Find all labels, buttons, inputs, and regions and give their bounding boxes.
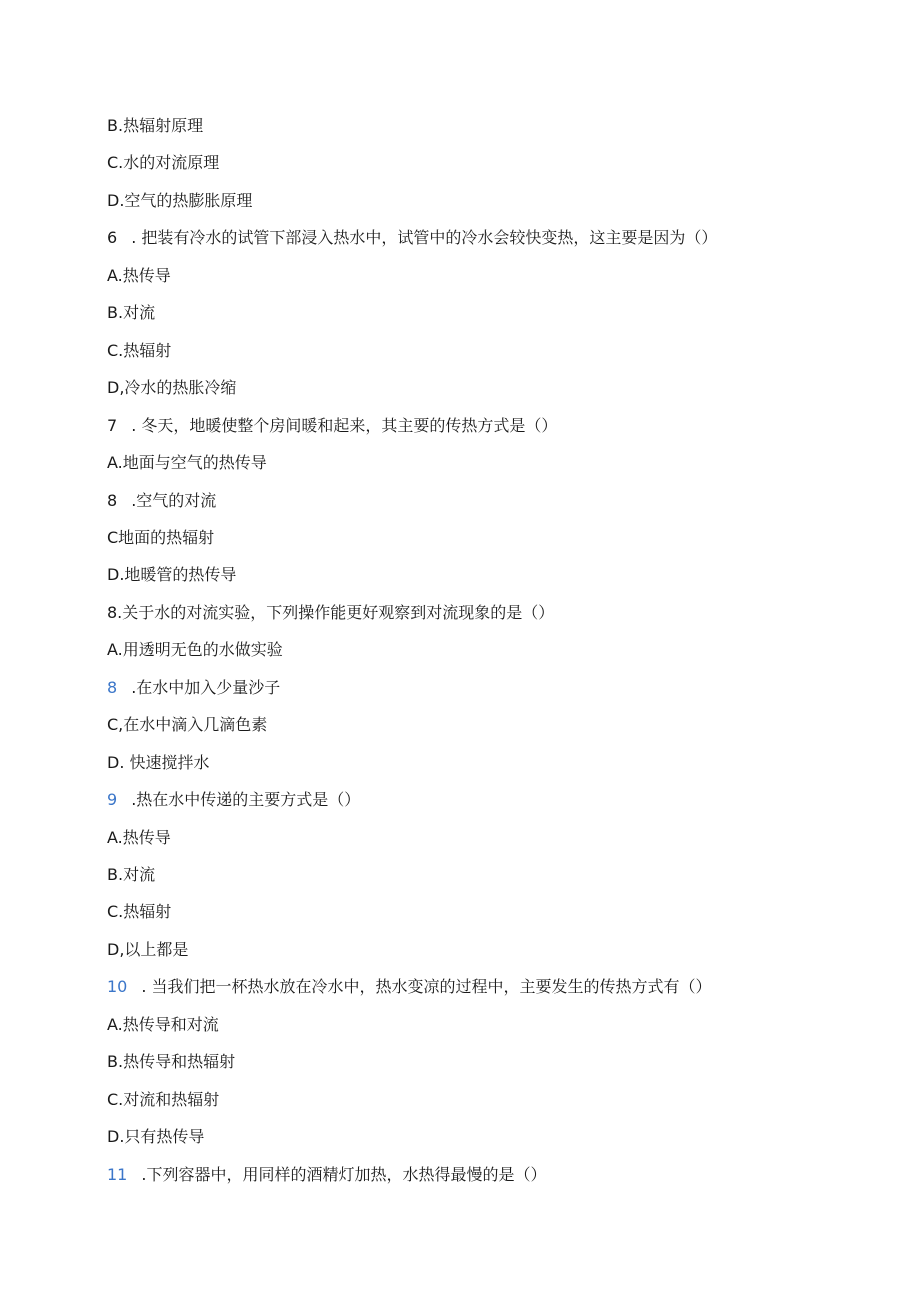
option-line: A.用透明无色的水做实验 bbox=[107, 640, 283, 659]
option-line: D,以上都是 bbox=[107, 940, 189, 959]
option-line: C.对流和热辐射 bbox=[107, 1090, 220, 1109]
option-line: A.热传导和对流 bbox=[107, 1015, 219, 1034]
option-line: A.热传导 bbox=[107, 828, 171, 847]
question-line bbox=[107, 414, 557, 438]
question-number: 9 bbox=[107, 790, 118, 809]
option-line: A.地面与空气的热传导 bbox=[107, 453, 267, 472]
option-line: B.对流 bbox=[107, 865, 156, 884]
option-line: D.只有热传导 bbox=[107, 1127, 205, 1146]
question-text: .在水中加入少量沙子 bbox=[131, 678, 281, 697]
question-text: .热在水中传递的主要方式是（） bbox=[131, 790, 361, 809]
question-line bbox=[107, 489, 216, 513]
question-line bbox=[107, 1163, 546, 1187]
question-line bbox=[107, 226, 717, 250]
option-line: B.对流 bbox=[107, 303, 156, 322]
option-line: D,冷水的热胀冷缩 bbox=[107, 378, 237, 397]
option-line: C.水的对流原理 bbox=[107, 153, 220, 172]
question-text: . 当我们把一杯热水放在冷水中，热水变凉的过程中，主要发生的传热方式有（） bbox=[141, 977, 712, 996]
option-line: D.空气的热膨胀原理 bbox=[107, 191, 253, 210]
option-line: C.热辐射 bbox=[107, 341, 172, 360]
question-number: 8 bbox=[107, 678, 118, 697]
option-line: C,在水中滴入几滴色素 bbox=[107, 715, 268, 734]
question-text: . 把装有冷水的试管下部浸入热水中，试管中的冷水会较快变热，这主要是因为（） bbox=[131, 228, 718, 247]
option-line: 8.关于水的对流实验，下列操作能更好观察到对流现象的是（） bbox=[107, 603, 555, 622]
question-number: 10 bbox=[107, 977, 128, 996]
option-line: B.热传导和热辐射 bbox=[107, 1052, 236, 1071]
question-line bbox=[107, 975, 712, 999]
question-number: 8 bbox=[107, 491, 118, 510]
question-line bbox=[107, 676, 280, 700]
question-number: 6 bbox=[107, 228, 118, 247]
option-line: A.热传导 bbox=[107, 266, 171, 285]
option-line: D.地暖管的热传导 bbox=[107, 565, 237, 584]
question-text: .下列容器中，用同样的酒精灯加热，水热得最慢的是（） bbox=[141, 1165, 547, 1184]
option-line: C.热辐射 bbox=[107, 902, 172, 921]
option-line: D. 快速搅拌水 bbox=[107, 753, 210, 772]
question-line bbox=[107, 788, 360, 812]
question-number: 11 bbox=[107, 1165, 128, 1184]
question-number: 7 bbox=[107, 416, 118, 435]
option-line: B.热辐射原理 bbox=[107, 116, 204, 135]
question-text: . 冬天，地暖使整个房间暖和起来，其主要的传热方式是（） bbox=[131, 416, 558, 435]
question-text: .空气的对流 bbox=[131, 491, 217, 510]
option-line: C地面的热辐射 bbox=[107, 528, 215, 547]
